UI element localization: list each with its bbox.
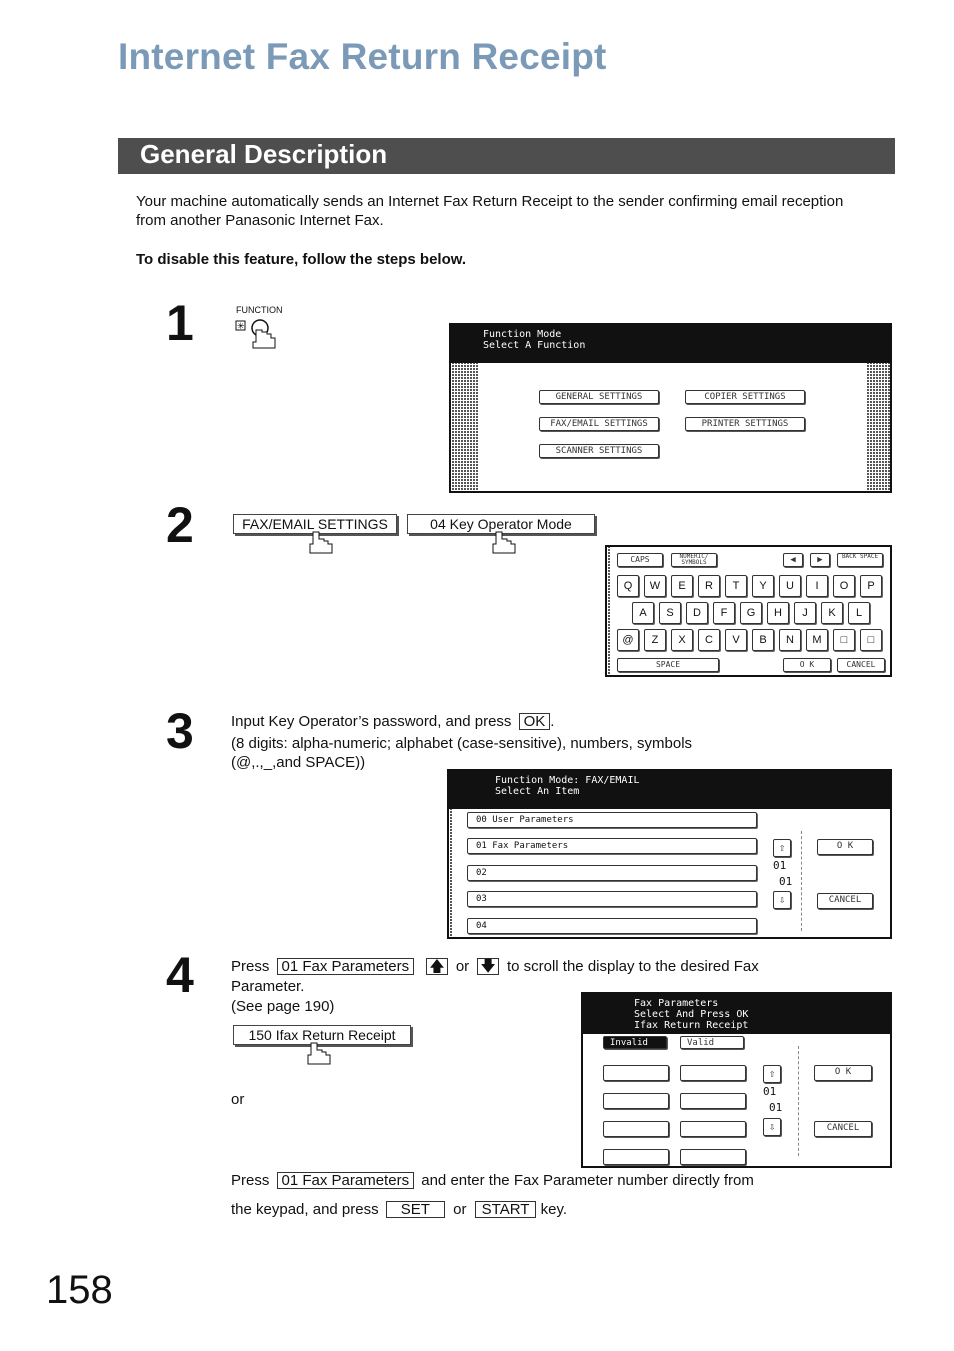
section-title: General Description xyxy=(140,139,388,169)
divider xyxy=(798,1046,799,1156)
scroll-down-button[interactable]: ⇩ xyxy=(763,1118,781,1136)
down-arrow-key-icon: 🡇 xyxy=(477,958,498,975)
step3-line-1 xyxy=(231,712,554,732)
screen-header-line-2: Select And Press OK xyxy=(634,1009,749,1020)
key-H[interactable]: H xyxy=(767,602,789,624)
step3-line-2: (8 digits: alpha-numeric; alphabet (case-sensitive), numbers, symbols xyxy=(231,735,693,752)
fax-parameters-key: 01 Fax Parameters xyxy=(277,1172,415,1189)
page-number: 158 xyxy=(46,1268,113,1312)
scroll-up-button[interactable]: ⇧ xyxy=(763,1065,781,1083)
ifax-return-receipt-key[interactable]: 150 Ifax Return Receipt xyxy=(233,1025,411,1045)
key-Y[interactable]: Y xyxy=(752,575,774,597)
screen-header xyxy=(451,325,890,363)
key-K[interactable]: K xyxy=(821,602,843,624)
empty-option[interactable] xyxy=(603,1065,669,1081)
step4-scroll-text: to scroll the display to the desired Fax xyxy=(506,958,759,975)
step4-line-1 xyxy=(231,957,759,977)
key-R[interactable]: R xyxy=(698,575,720,597)
step4-press-text: Press xyxy=(231,1172,270,1189)
empty-option[interactable] xyxy=(603,1093,669,1109)
key-J[interactable]: J xyxy=(794,602,816,624)
intro-paragraph xyxy=(136,192,906,230)
general-settings-button[interactable]: GENERAL SETTINGS xyxy=(539,390,659,404)
step4-keypad-text: the keypad, and press xyxy=(231,1201,379,1218)
key-X[interactable]: X xyxy=(671,629,693,651)
key-Z[interactable]: Z xyxy=(644,629,666,651)
step-number: 1 xyxy=(166,295,194,351)
section-banner xyxy=(118,138,895,174)
step4-see-page: (See page 190) xyxy=(231,998,335,1015)
screen-header-line-2: Select A Function xyxy=(483,340,586,351)
item-row[interactable]: 01 Fax Parameters xyxy=(467,838,757,854)
ok-button[interactable]: O K xyxy=(783,658,831,672)
key-V[interactable]: V xyxy=(725,629,747,651)
key-C[interactable]: C xyxy=(698,629,720,651)
numeric-symbols-button[interactable]: NUMERIC/ SYMBOLS xyxy=(671,553,717,567)
key-F[interactable]: F xyxy=(713,602,735,624)
space-button[interactable]: SPACE xyxy=(617,658,719,672)
key-B[interactable]: B xyxy=(752,629,774,651)
item-row[interactable]: 04 xyxy=(467,918,757,934)
screen-header-line-1: Fax Parameters xyxy=(634,998,719,1009)
up-arrow-key-icon: 🡅 xyxy=(426,958,447,975)
scanner-settings-button[interactable]: SCANNER SETTINGS xyxy=(539,444,659,458)
screen-border-left xyxy=(449,809,453,937)
fax-email-settings-button[interactable]: FAX/EMAIL SETTINGS xyxy=(539,417,659,431)
step4-line-alt-2 xyxy=(231,1200,567,1220)
key-Q[interactable]: Q xyxy=(617,575,639,597)
key-D[interactable]: D xyxy=(686,602,708,624)
step4-or-text: or xyxy=(453,1201,467,1218)
valid-option[interactable]: Valid xyxy=(680,1036,744,1049)
step3-text: Input Key Operator’s password, and press xyxy=(231,713,512,730)
page-top: 01 xyxy=(763,1085,777,1098)
finger-press-icon xyxy=(307,530,335,561)
item-row[interactable]: 03 xyxy=(467,891,757,907)
page-title: Internet Fax Return Receipt xyxy=(118,36,607,77)
key-W[interactable]: W xyxy=(644,575,666,597)
ok-button[interactable]: O K xyxy=(814,1065,872,1081)
empty-option[interactable] xyxy=(680,1149,746,1165)
empty-option[interactable] xyxy=(603,1121,669,1137)
key-@[interactable]: @ xyxy=(617,629,639,651)
key-operator-mode-key[interactable]: 04 Key Operator Mode xyxy=(407,514,595,534)
key-T[interactable]: T xyxy=(725,575,747,597)
step4-or-text: or xyxy=(455,958,470,975)
step-number: 3 xyxy=(166,703,194,759)
function-key-label: FUNCTION xyxy=(236,305,283,315)
back-space-button[interactable]: BACK SPACE xyxy=(837,553,883,567)
finger-press-icon xyxy=(490,530,518,561)
empty-option[interactable] xyxy=(680,1121,746,1137)
key-O[interactable]: O xyxy=(833,575,855,597)
step3-line-3: (@,.,_,and SPACE)) xyxy=(231,754,366,771)
function-mode-screen xyxy=(449,323,892,493)
key-E[interactable]: E xyxy=(671,575,693,597)
copier-settings-button[interactable]: COPIER SETTINGS xyxy=(685,390,805,404)
empty-option[interactable] xyxy=(680,1093,746,1109)
key-I[interactable]: I xyxy=(806,575,828,597)
step-number: 4 xyxy=(166,947,194,1003)
step4-line-alt-1 xyxy=(231,1171,754,1191)
fax-email-settings-key[interactable]: FAX/EMAIL SETTINGS xyxy=(233,514,397,534)
caps-button[interactable]: CAPS xyxy=(617,553,663,567)
item-row[interactable]: 02 xyxy=(467,865,757,881)
step4-or-text: or xyxy=(231,1091,245,1108)
start-key: START xyxy=(475,1201,537,1218)
screen-border-left xyxy=(607,547,611,675)
ok-key: OK xyxy=(519,713,551,730)
set-key: SET xyxy=(386,1201,445,1218)
symbol-key[interactable]: □ xyxy=(860,629,882,651)
step4-enter-text: and enter the Fax Parameter number directly from xyxy=(421,1172,754,1189)
intro-line-1: Your machine automatically sends an Internet Fax Return Receipt to the sender confirming email reception xyxy=(136,193,844,210)
step-number: 2 xyxy=(166,497,194,553)
key-P[interactable]: P xyxy=(860,575,882,597)
step4-key-text: key. xyxy=(540,1201,568,1218)
scroll-down-button[interactable]: ⇩ xyxy=(773,891,791,909)
key-S[interactable]: S xyxy=(659,602,681,624)
page-bottom: 01 xyxy=(769,1101,783,1114)
page-bottom: 01 xyxy=(779,875,793,888)
screen-header-line-1: Function Mode: FAX/EMAIL xyxy=(495,775,640,786)
screen-header xyxy=(583,994,890,1034)
cursor-left-button[interactable]: ◀ xyxy=(783,553,803,567)
svg-text:✳: ✳ xyxy=(237,322,245,332)
cancel-button[interactable]: CANCEL xyxy=(817,893,873,909)
key-G[interactable]: G xyxy=(740,602,762,624)
symbol-key[interactable]: □ xyxy=(833,629,855,651)
item-row[interactable]: 00 User Parameters xyxy=(467,812,757,828)
printer-settings-button[interactable]: PRINTER SETTINGS xyxy=(685,417,805,431)
cancel-button[interactable]: CANCEL xyxy=(814,1121,872,1137)
step4-press-text: Press xyxy=(231,958,270,975)
key-M[interactable]: M xyxy=(806,629,828,651)
step4-parameter-text: Parameter. xyxy=(231,978,305,995)
fax-email-item-screen xyxy=(447,769,892,939)
step3-period: . xyxy=(550,713,555,730)
fax-parameters-screen xyxy=(581,992,892,1168)
fax-parameters-key: 01 Fax Parameters xyxy=(277,958,415,975)
empty-option[interactable] xyxy=(680,1065,746,1081)
keyboard-screen xyxy=(605,545,892,677)
page-top: 01 xyxy=(773,859,787,872)
key-L[interactable]: L xyxy=(848,602,870,624)
cancel-button[interactable]: CANCEL xyxy=(837,658,885,672)
screen-header-line-1: Function Mode xyxy=(483,329,562,340)
invalid-option[interactable]: Invalid xyxy=(603,1036,667,1049)
scroll-up-button[interactable]: ⇧ xyxy=(773,839,791,857)
function-key-press-icon xyxy=(234,316,282,361)
screen-header-line-3: Ifax Return Receipt xyxy=(634,1020,749,1031)
key-U[interactable]: U xyxy=(779,575,801,597)
cursor-right-button[interactable]: ▶ xyxy=(810,553,830,567)
ok-button[interactable]: O K xyxy=(817,839,873,855)
finger-press-icon xyxy=(305,1041,333,1072)
empty-option[interactable] xyxy=(603,1149,669,1165)
key-N[interactable]: N xyxy=(779,629,801,651)
intro-line-2: from another Panasonic Internet Fax. xyxy=(136,212,384,229)
screen-border-left xyxy=(451,363,479,491)
disable-instruction: To disable this feature, follow the steps below. xyxy=(136,251,467,268)
screen-border-right xyxy=(866,363,890,491)
screen-header xyxy=(449,771,890,809)
key-A[interactable]: A xyxy=(632,602,654,624)
divider xyxy=(801,831,802,931)
screen-header-line-2: Select An Item xyxy=(495,786,580,797)
